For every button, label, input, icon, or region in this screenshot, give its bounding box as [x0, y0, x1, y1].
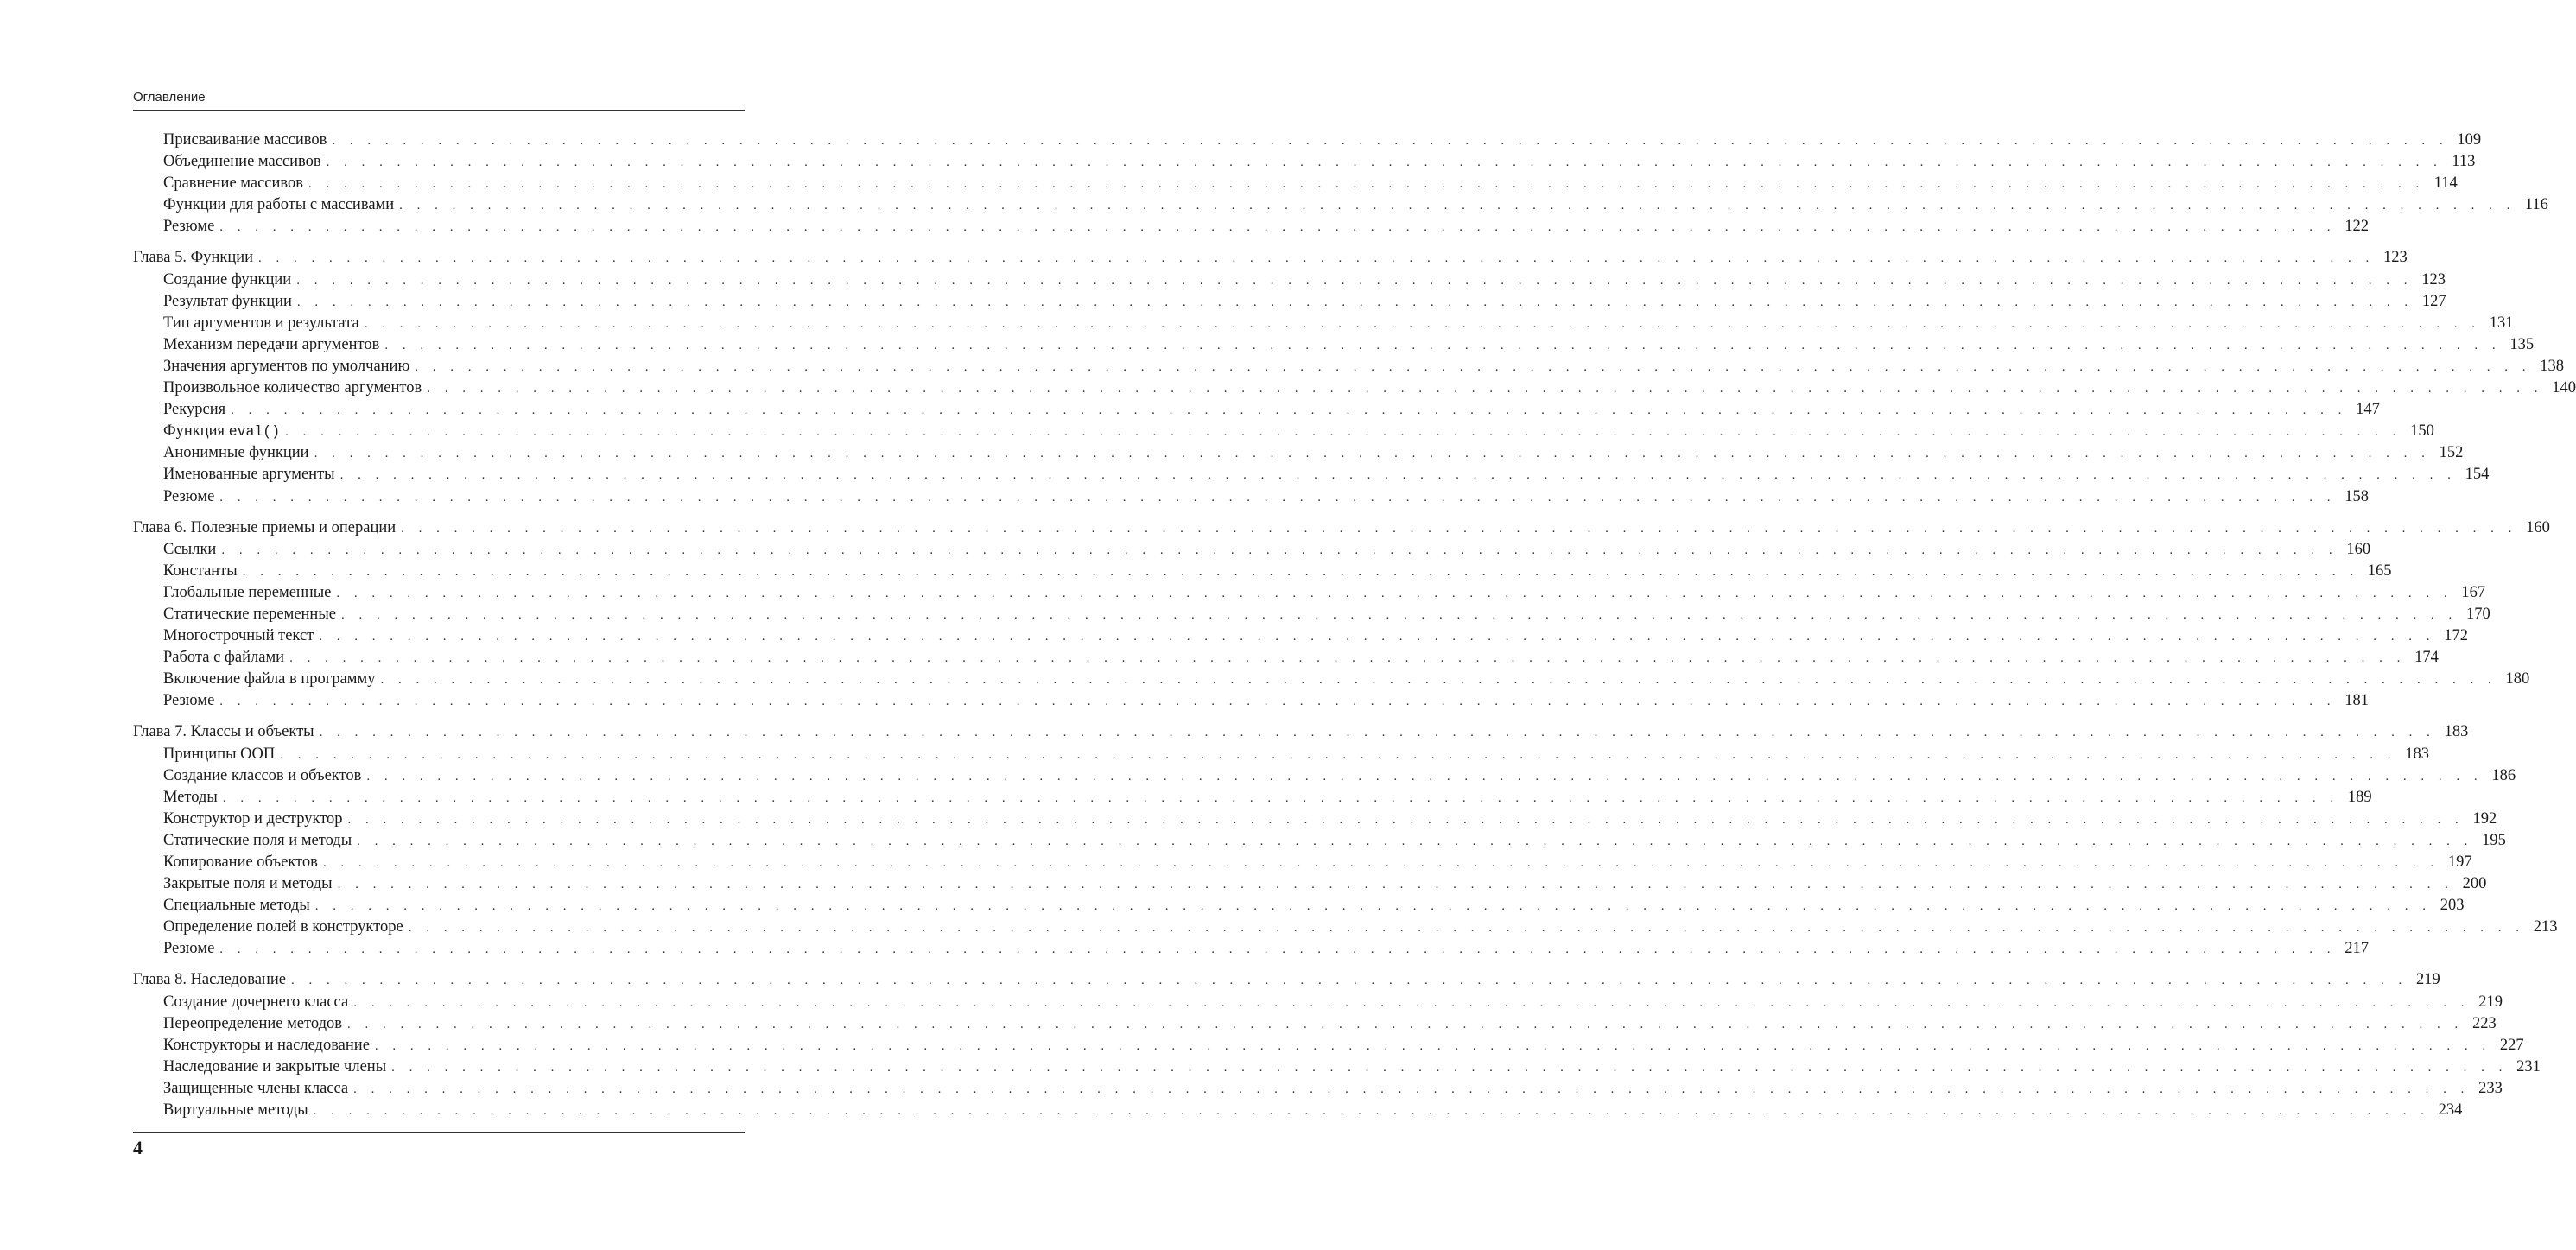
toc-entry[interactable] — [133, 442, 2464, 464]
toc-page-number: 192 — [2472, 809, 2497, 828]
toc-title-text: Методы — [163, 788, 218, 806]
dot-leader: . . . . . . . . . . . . . . . . . . . . . . . . . . . . . . . . . . . . . . . . . . . . . . . . . . . . . . . . . . . . . . . . . . . . . . . . . . . . . . . . . . . . . . . . . . . . . . . . . . . . . . . . . . . . . . . . . . . . . . . . — [353, 1082, 2470, 1096]
toc-entry-title — [163, 938, 214, 960]
toc-page-number: 165 — [2367, 562, 2392, 580]
toc-entry-title — [163, 334, 379, 356]
toc-page-number: 138 — [2540, 357, 2565, 375]
dot-leader: . . . . . . . . . . . . . . . . . . . . . . . . . . . . . . . . . . . . . . . . . . . . . . . . . . . . . . . . . . . . . . . . . . . . . . . . . . . . . . . . . . . . . . . . . . . . . . . . . . . . . . . . . . . . . . . . . . . . . . . . — [258, 251, 2375, 266]
toc-entry[interactable] — [133, 421, 2434, 442]
toc-title-text: Работа с файлами — [163, 649, 285, 667]
toc-page-number: 152 — [2439, 444, 2464, 462]
toc-title-text: Механизм передачи аргументов — [163, 335, 380, 353]
toc-entry-title — [163, 442, 309, 464]
toc-title-text: Значения аргументов по умолчанию — [163, 357, 410, 375]
toc-page-number: 172 — [2444, 627, 2469, 645]
toc-title-text: Именованные аргументы — [163, 466, 335, 484]
toc-title-text: Тип аргументов и результата — [163, 314, 359, 332]
toc-title-text: Резюме — [163, 940, 215, 958]
toc-page-number: 131 — [2489, 314, 2514, 332]
toc-entry-title — [163, 604, 336, 625]
toc-page-number: 160 — [2526, 518, 2550, 536]
toc-entry-title — [163, 399, 225, 421]
toc-entry[interactable] — [133, 561, 2392, 582]
dot-leader: . . . . . . . . . . . . . . . . . . . . . . . . . . . . . . . . . . . . . . . . . . . . . . . . . . . . . . . . . . . . . . . . . . . . . . . . . . . . . . . . . . . . . . . . . . . . . . . . . . . . . . . . . . . . . . . . . . . . . . . . — [332, 134, 2449, 148]
toc-entry[interactable] — [133, 151, 2476, 173]
toc-entry-title — [163, 873, 333, 895]
toc-page-number: 114 — [2433, 174, 2458, 193]
toc-entry[interactable] — [133, 291, 2446, 313]
toc-entry[interactable] — [133, 604, 2490, 625]
toc-entry-title — [163, 582, 331, 604]
toc-entry[interactable] — [133, 378, 2576, 399]
dot-leader: . . . . . . . . . . . . . . . . . . . . . . . . . . . . . . . . . . . . . . . . . . . . . . . . . . . . . . . . . . . . . . . . . . . . . . . . . . . . . . . . . . . . . . . . . . . . . . . . . . . . . . . . . . . . . . . . . . . . . . . . — [415, 359, 2532, 374]
toc-chapter-title — [133, 517, 396, 539]
toc-page-number: 233 — [2478, 1079, 2503, 1097]
dot-leader: . . . . . . . . . . . . . . . . . . . . . . . . . . . . . . . . . . . . . . . . . . . . . . . . . . . . . . . . . . . . . . . . . . . . . . . . . . . . . . . . . . . . . . . . . . . . . . . . . . . . . . . . . . . . . . . . . . . . . . . . — [408, 921, 2525, 936]
toc-section — [133, 130, 2548, 238]
toc-entry-title — [163, 216, 214, 238]
dot-leader: . . . . . . . . . . . . . . . . . . . . . . . . . . . . . . . . . . . . . . . . . . . . . . . . . . . . . . . . . . . . . . . . . . . . . . . . . . . . . . . . . . . . . . . . . . . . . . . . . . . . . . . . . . . . . . . . . . . . . . . . — [401, 521, 2517, 536]
toc-title-text: Виртуальные методы — [163, 1101, 308, 1120]
dot-leader: . . . . . . . . . . . . . . . . . . . . . . . . . . . . . . . . . . . . . . . . . . . . . . . . . . . . . . . . . . . . . . . . . . . . . . . . . . . . . . . . . . . . . . . . . . . . . . . . . . . . . . . . . . . . . . . . . . . . . . . . — [366, 769, 2484, 784]
dot-leader: . . . . . . . . . . . . . . . . . . . . . . . . . . . . . . . . . . . . . . . . . . . . . . . . . . . . . . . . . . . . . . . . . . . . . . . . . . . . . . . . . . . . . . . . . . . . . . . . . . . . . . . . . . . . . . . . . . . . . . . . — [399, 199, 2516, 213]
toc-page-number: 135 — [2509, 335, 2535, 353]
dot-leader: . . . . . . . . . . . . . . . . . . . . . . . . . . . . . . . . . . . . . . . . . . . . . . . . . . . . . . . . . . . . . . . . . . . . . . . . . . . . . . . . . . . . . . . . . . . . . . . . . . . . . . . . . . . . . . . . . . . . . . . . — [231, 403, 2347, 418]
dot-leader: . . . . . . . . . . . . . . . . . . . . . . . . . . . . . . . . . . . . . . . . . . . . . . . . . . . . . . . . . . . . . . . . . . . . . . . . . . . . . . . . . . . . . . . . . . . . . . . . . . . . . . . . . . . . . . . . . . . . . . . . — [347, 812, 2465, 827]
toc-title-text: Копирование объектов — [163, 853, 318, 871]
toc-entry-title — [163, 765, 361, 787]
toc-title-text: Конструктор и деструктор — [163, 809, 343, 828]
dot-leader: . . . . . . . . . . . . . . . . . . . . . . . . . . . . . . . . . . . . . . . . . . . . . . . . . . . . . . . . . . . . . . . . . . . . . . . . . . . . . . . . . . . . . . . . . . . . . . . . . . . . . . . . . . . . . . . . . . . . . . . . — [427, 382, 2543, 397]
header-rule — [133, 110, 745, 111]
dot-leader: . . . . . . . . . . . . . . . . . . . . . . . . . . . . . . . . . . . . . . . . . . . . . . . . . . . . . . . . . . . . . . . . . . . . . . . . . . . . . . . . . . . . . . . . . . . . . . . . . . . . . . . . . . . . . . . . . . . . . . . . — [339, 468, 2457, 483]
toc-entry-title — [163, 917, 403, 938]
toc-chapter-title — [133, 247, 253, 269]
dot-leader: . . . . . . . . . . . . . . . . . . . . . . . . . . . . . . . . . . . . . . . . . . . . . . . . . . . . . . . . . . . . . . . . . . . . . . . . . . . . . . . . . . . . . . . . . . . . . . . . . . . . . . . . . . . . . . . . . . . . . . . . — [391, 1060, 2508, 1075]
toc-entry-title — [163, 1013, 342, 1035]
toc-title-text: Конструкторы и наследование — [163, 1036, 370, 1054]
dot-leader: . . . . . . . . . . . . . . . . . . . . . . . . . . . . . . . . . . . . . . . . . . . . . . . . . . . . . . . . . . . . . . . . . . . . . . . . . . . . . . . . . . . . . . . . . . . . . . . . . . . . . . . . . . . . . . . . . . . . . . . . — [314, 447, 2431, 461]
toc-entry[interactable] — [133, 399, 2380, 421]
toc-title-text: Глава 6. Полезные приемы и операции — [133, 518, 397, 536]
toc-entry-title — [163, 647, 284, 669]
toc-title-text: Создание классов и объектов — [163, 766, 362, 784]
toc-entry-title — [163, 787, 218, 809]
toc-title-text: Определение полей в конструкторе — [163, 918, 403, 936]
page-number: 4 — [133, 1137, 143, 1158]
toc-entry[interactable] — [133, 486, 2370, 508]
toc-title-text: Резюме — [163, 692, 215, 710]
toc-entry-title — [163, 1078, 348, 1100]
toc-entry-title — [163, 1100, 308, 1121]
toc-page-number: 116 — [2524, 196, 2548, 214]
toc-page-number: 154 — [2465, 466, 2490, 484]
toc-title-text: Анонимные функции — [163, 444, 309, 462]
toc-page-number: 140 — [2552, 379, 2576, 397]
toc-title-text: Специальные методы — [163, 897, 310, 915]
toc-entry[interactable] — [133, 809, 2497, 830]
toc-title-text: Защищенные члены класса — [163, 1079, 349, 1097]
toc-entry-title — [163, 690, 214, 712]
toc-entry[interactable] — [133, 895, 2465, 917]
toc-entry-title — [163, 625, 314, 647]
toc-page-number: 223 — [2471, 1014, 2497, 1032]
toc-title-text: Результат функции — [163, 292, 292, 310]
toc-entry-title — [163, 173, 303, 194]
toc-title-text: Константы — [163, 562, 238, 580]
toc-entry[interactable] — [133, 270, 2446, 291]
toc-page-number: 181 — [2344, 692, 2370, 710]
toc-title-text: Произвольное количество аргументов — [163, 379, 422, 397]
toc-entry[interactable] — [133, 356, 2565, 378]
toc-entry-title — [163, 421, 280, 442]
toc-chapter[interactable] — [133, 721, 2469, 743]
toc-page-number: 158 — [2344, 487, 2370, 505]
toc-title-text: Создание функции — [163, 270, 292, 289]
toc-entry[interactable] — [133, 1013, 2497, 1035]
toc-entry[interactable] — [133, 582, 2486, 604]
toc-page-number: 167 — [2461, 583, 2486, 601]
toc-entry-title — [163, 464, 335, 485]
table-of-contents — [133, 130, 2576, 1131]
toc-page-number: 200 — [2462, 875, 2487, 893]
toc-title-text: Функции для работы с массивами — [163, 196, 395, 214]
dot-leader: . . . . . . . . . . . . . . . . . . . . . . . . . . . . . . . . . . . . . . . . . . . . . . . . . . . . . . . . . . . . . . . . . . . . . . . . . . . . . . . . . . . . . . . . . . . . . . . . . . . . . . . . . . . . . . . . . . . . . . . . — [319, 630, 2436, 644]
dot-leader: . . . . . . . . . . . . . . . . . . . . . . . . . . . . . . . . . . . . . . . . . . . . . . . . . . . . . . . . . . . . . . . . . . . . . . . . . . . . . . . . . . . . . . . . . . . . . . . . . . . . . . . . . . . . . . . . . . . . . . . . — [285, 425, 2402, 440]
toc-title-text: Сравнение массивов — [163, 174, 303, 193]
toc-title-text: Включение файла в программу — [163, 670, 376, 688]
toc-title-text: Глава 5. Функции — [133, 249, 254, 267]
toc-chapter-title — [133, 721, 314, 743]
dot-leader: . . . . . . . . . . . . . . . . . . . . . . . . . . . . . . . . . . . . . . . . . . . . . . . . . . . . . . . . . . . . . . . . . . . . . . . . . . . . . . . . . . . . . . . . . . . . . . . . . . . . . . . . . . . . . . . . . . . . . . . . — [374, 1038, 2491, 1053]
dot-leader: . . . . . . . . . . . . . . . . . . . . . . . . . . . . . . . . . . . . . . . . . . . . . . . . . . . . . . . . . . . . . . . . . . . . . . . . . . . . . . . . . . . . . . . . . . . . . . . . . . . . . . . . . . . . . . . . . . . . . . . . — [353, 995, 2470, 1010]
toc-entry[interactable] — [133, 690, 2370, 712]
toc-entry[interactable] — [133, 130, 2482, 151]
toc-title-text: Резюме — [163, 487, 215, 505]
toc-entry-title — [163, 291, 292, 313]
dot-leader: . . . . . . . . . . . . . . . . . . . . . . . . . . . . . . . . . . . . . . . . . . . . . . . . . . . . . . . . . . . . . . . . . . . . . . . . . . . . . . . . . . . . . . . . . . . . . . . . . . . . . . . . . . . . . . . . . . . . . . . . — [364, 316, 2481, 331]
toc-entry[interactable] — [133, 787, 2372, 809]
toc-page-number: 123 — [2383, 249, 2408, 267]
toc-page-number: 231 — [2516, 1057, 2541, 1076]
dot-leader: . . . . . . . . . . . . . . . . . . . . . . . . . . . . . . . . . . . . . . . . . . . . . . . . . . . . . . . . . . . . . . . . . . . . . . . . . . . . . . . . . . . . . . . . . . . . . . . . . . . . . . . . . . . . . . . . . . . . . . . . — [222, 790, 2339, 805]
toc-page-number: 195 — [2482, 831, 2506, 849]
toc-title-text: Присваивание массивов — [163, 131, 327, 149]
toc-entry[interactable] — [133, 173, 2458, 194]
toc-chapter[interactable] — [133, 517, 2550, 539]
toc-page-number: 147 — [2356, 401, 2380, 419]
toc-section — [133, 517, 2550, 713]
dot-leader: . . . . . . . . . . . . . . . . . . . . . . . . . . . . . . . . . . . . . . . . . . . . . . . . . . . . . . . . . . . . . . . . . . . . . . . . . . . . . . . . . . . . . . . . . . . . . . . . . . . . . . . . . . . . . . . . . . . . . . . . — [336, 586, 2453, 600]
toc-title-text: Переопределение методов — [163, 1014, 342, 1032]
toc-entry-title — [163, 151, 321, 173]
toc-entry-title — [163, 313, 359, 334]
toc-title-text: Закрытые поля и методы — [163, 875, 333, 893]
dot-leader: . . . . . . . . . . . . . . . . . . . . . . . . . . . . . . . . . . . . . . . . . . . . . . . . . . . . . . . . . . . . . . . . . . . . . . . . . . . . . . . . . . . . . . . . . . . . . . . . . . . . . . . . . . . . . . . . . . . . . . . . — [296, 273, 2413, 288]
toc-entry-title — [163, 1056, 386, 1078]
toc-entry[interactable] — [133, 917, 2558, 938]
toc-section — [133, 247, 2576, 507]
toc-page-number: 189 — [2347, 788, 2372, 806]
footer-rule — [133, 1132, 745, 1133]
toc-section — [133, 721, 2558, 960]
dot-leader: . . . . . . . . . . . . . . . . . . . . . . . . . . . . . . . . . . . . . . . . . . . . . . . . . . . . . . . . . . . . . . . . . . . . . . . . . . . . . . . . . . . . . . . . . . . . . . . . . . . . . . . . . . . . . . . . . . . . . . . . — [314, 899, 2432, 914]
toc-entry[interactable] — [133, 334, 2535, 356]
toc-entry-title — [163, 194, 394, 216]
dot-leader: . . . . . . . . . . . . . . . . . . . . . . . . . . . . . . . . . . . . . . . . . . . . . . . . . . . . . . . . . . . . . . . . . . . . . . . . . . . . . . . . . . . . . . . . . . . . . . . . . . . . . . . . . . . . . . . . . . . . . . . . — [322, 856, 2440, 870]
toc-page-number: 109 — [2457, 131, 2482, 149]
toc-page-number: 183 — [2444, 723, 2469, 741]
dot-leader: . . . . . . . . . . . . . . . . . . . . . . . . . . . . . . . . . . . . . . . . . . . . . . . . . . . . . . . . . . . . . . . . . . . . . . . . . . . . . . . . . . . . . . . . . . . . . . . . . . . . . . . . . . . . . . . . . . . . . . . . — [219, 695, 2337, 709]
toc-title-text: Глобальные переменные — [163, 583, 332, 601]
toc-page-number: 174 — [2414, 649, 2439, 667]
toc-entry[interactable] — [133, 852, 2472, 873]
toc-entry[interactable] — [133, 539, 2371, 561]
dot-leader: . . . . . . . . . . . . . . . . . . . . . . . . . . . . . . . . . . . . . . . . . . . . . . . . . . . . . . . . . . . . . . . . . . . . . . . . . . . . . . . . . . . . . . . . . . . . . . . . . . . . . . . . . . . . . . . . . . . . . . . . — [242, 564, 2359, 579]
toc-title-text: Принципы ООП — [163, 745, 276, 763]
toc-title-text: Статические переменные — [163, 605, 336, 623]
toc-chapter-title — [133, 969, 286, 991]
toc-page-number: 150 — [2410, 422, 2434, 441]
toc-entry[interactable] — [133, 625, 2469, 647]
toc-title-text: Создание дочернего класса — [163, 993, 349, 1011]
dot-leader: . . . . . . . . . . . . . . . . . . . . . . . . . . . . . . . . . . . . . . . . . . . . . . . . . . . . . . . . . . . . . . . . . . . . . . . . . . . . . . . . . . . . . . . . . . . . . . . . . . . . . . . . . . . . . . . . . . . . . . . . — [357, 834, 2473, 848]
toc-page-number: 113 — [2452, 153, 2476, 171]
toc-entry[interactable] — [133, 873, 2487, 895]
toc-page-number: 186 — [2491, 766, 2516, 784]
dot-leader: . . . . . . . . . . . . . . . . . . . . . . . . . . . . . . . . . . . . . . . . . . . . . . . . . . . . . . . . . . . . . . . . . . . . . . . . . . . . . . . . . . . . . . . . . . . . . . . . . . . . . . . . . . . . . . . . . . . . . . . . — [313, 1104, 2430, 1119]
toc-entry-title — [163, 895, 310, 917]
toc-chapter[interactable] — [133, 247, 2408, 269]
toc-entry-title — [163, 852, 318, 873]
toc-title-text: Глава 8. Наследование — [133, 971, 286, 989]
toc-entry[interactable] — [133, 647, 2439, 669]
dot-leader: . . . . . . . . . . . . . . . . . . . . . . . . . . . . . . . . . . . . . . . . . . . . . . . . . . . . . . . . . . . . . . . . . . . . . . . . . . . . . . . . . . . . . . . . . . . . . . . . . . . . . . . . . . . . . . . . . . . . . . . . — [219, 220, 2337, 235]
toc-entry-title — [163, 669, 375, 690]
toc-entry-title — [163, 130, 327, 151]
dot-leader: . . . . . . . . . . . . . . . . . . . . . . . . . . . . . . . . . . . . . . . . . . . . . . . . . . . . . . . . . . . . . . . . . . . . . . . . . . . . . . . . . . . . . . . . . . . . . . . . . . . . . . . . . . . . . . . . . . . . . . . . — [290, 974, 2408, 988]
toc-title-text: Статические поля и методы — [163, 831, 352, 849]
toc-entry-title — [163, 809, 343, 830]
toc-entry-title — [163, 270, 291, 291]
toc-entry-title — [163, 378, 422, 399]
toc-page-number: 213 — [2533, 918, 2558, 936]
dot-leader: . . . . . . . . . . . . . . . . . . . . . . . . . . . . . . . . . . . . . . . . . . . . . . . . . . . . . . . . . . . . . . . . . . . . . . . . . . . . . . . . . . . . . . . . . . . . . . . . . . . . . . . . . . . . . . . . . . . . . . . . — [296, 295, 2414, 309]
dot-leader: . . . . . . . . . . . . . . . . . . . . . . . . . . . . . . . . . . . . . . . . . . . . . . . . . . . . . . . . . . . . . . . . . . . . . . . . . . . . . . . . . . . . . . . . . . . . . . . . . . . . . . . . . . . . . . . . . . . . . . . . — [280, 747, 2396, 762]
toc-entry-title — [163, 539, 216, 561]
toc-entry-title — [163, 561, 238, 582]
dot-leader: . . . . . . . . . . . . . . . . . . . . . . . . . . . . . . . . . . . . . . . . . . . . . . . . . . . . . . . . . . . . . . . . . . . . . . . . . . . . . . . . . . . . . . . . . . . . . . . . . . . . . . . . . . . . . . . . . . . . . . . . — [219, 942, 2337, 957]
toc-page-number: 227 — [2499, 1036, 2524, 1054]
toc-entry[interactable] — [133, 1056, 2541, 1078]
dot-leader: . . . . . . . . . . . . . . . . . . . . . . . . . . . . . . . . . . . . . . . . . . . . . . . . . . . . . . . . . . . . . . . . . . . . . . . . . . . . . . . . . . . . . . . . . . . . . . . . . . . . . . . . . . . . . . . . . . . . . . . . — [326, 155, 2443, 170]
toc-entry[interactable] — [133, 830, 2506, 852]
toc-title-code: eval() — [228, 423, 281, 441]
toc-section — [133, 969, 2541, 1121]
toc-entry-title — [163, 992, 348, 1013]
toc-entry[interactable] — [133, 938, 2370, 960]
toc-entry[interactable] — [133, 669, 2530, 690]
toc-page-number: 127 — [2421, 292, 2446, 310]
dot-leader: . . . . . . . . . . . . . . . . . . . . . . . . . . . . . . . . . . . . . . . . . . . . . . . . . . . . . . . . . . . . . . . . . . . . . . . . . . . . . . . . . . . . . . . . . . . . . . . . . . . . . . . . . . . . . . . . . . . . . . . . — [384, 338, 2502, 352]
toc-page-number: 122 — [2344, 218, 2370, 236]
running-head: Оглавление — [133, 90, 206, 105]
toc-page-number: 203 — [2440, 897, 2465, 915]
dot-leader: . . . . . . . . . . . . . . . . . . . . . . . . . . . . . . . . . . . . . . . . . . . . . . . . . . . . . . . . . . . . . . . . . . . . . . . . . . . . . . . . . . . . . . . . . . . . . . . . . . . . . . . . . . . . . . . . . . . . . . . . — [289, 651, 2406, 666]
toc-entry[interactable] — [133, 313, 2514, 334]
toc-title-text: Глава 7. Классы и объекты — [133, 723, 314, 741]
toc-page-number: 170 — [2465, 605, 2490, 623]
toc-page-number: 123 — [2421, 270, 2446, 289]
toc-entry[interactable] — [133, 1100, 2463, 1121]
toc-page-number: 197 — [2447, 853, 2472, 871]
toc-page-number: 183 — [2405, 745, 2429, 763]
toc-entry-title — [163, 744, 275, 765]
toc-chapter[interactable] — [133, 969, 2440, 991]
toc-entry-title — [163, 486, 214, 508]
toc-entry[interactable] — [133, 992, 2503, 1013]
toc-title-text: Функция — [163, 422, 229, 441]
toc-page-number: 180 — [2505, 670, 2530, 688]
toc-title-text: Наследование и закрытые члены — [163, 1057, 387, 1076]
dot-leader: . . . . . . . . . . . . . . . . . . . . . . . . . . . . . . . . . . . . . . . . . . . . . . . . . . . . . . . . . . . . . . . . . . . . . . . . . . . . . . . . . . . . . . . . . . . . . . . . . . . . . . . . . . . . . . . . . . . . . . . . — [221, 543, 2338, 557]
toc-entry[interactable] — [133, 1035, 2524, 1056]
toc-entry[interactable] — [133, 1078, 2503, 1100]
toc-page-number: 234 — [2438, 1101, 2463, 1120]
dot-leader: . . . . . . . . . . . . . . . . . . . . . . . . . . . . . . . . . . . . . . . . . . . . . . . . . . . . . . . . . . . . . . . . . . . . . . . . . . . . . . . . . . . . . . . . . . . . . . . . . . . . . . . . . . . . . . . . . . . . . . . . — [380, 673, 2497, 688]
toc-page-number: 217 — [2344, 940, 2370, 958]
toc-page-number: 160 — [2346, 540, 2371, 558]
toc-entry[interactable] — [133, 744, 2429, 765]
toc-entry[interactable] — [133, 216, 2370, 238]
toc-entry[interactable] — [133, 765, 2516, 787]
dot-leader: . . . . . . . . . . . . . . . . . . . . . . . . . . . . . . . . . . . . . . . . . . . . . . . . . . . . . . . . . . . . . . . . . . . . . . . . . . . . . . . . . . . . . . . . . . . . . . . . . . . . . . . . . . . . . . . . . . . . . . . . — [319, 726, 2436, 740]
toc-page-number: 219 — [2478, 993, 2503, 1011]
toc-entry[interactable] — [133, 464, 2490, 485]
toc-entry-title — [163, 830, 352, 852]
toc-entry-title — [163, 1035, 370, 1056]
dot-leader: . . . . . . . . . . . . . . . . . . . . . . . . . . . . . . . . . . . . . . . . . . . . . . . . . . . . . . . . . . . . . . . . . . . . . . . . . . . . . . . . . . . . . . . . . . . . . . . . . . . . . . . . . . . . . . . . . . . . . . . . — [308, 177, 2425, 192]
toc-entry[interactable] — [133, 194, 2548, 216]
toc-entry-title — [163, 356, 409, 378]
dot-leader: . . . . . . . . . . . . . . . . . . . . . . . . . . . . . . . . . . . . . . . . . . . . . . . . . . . . . . . . . . . . . . . . . . . . . . . . . . . . . . . . . . . . . . . . . . . . . . . . . . . . . . . . . . . . . . . . . . . . . . . . — [337, 878, 2454, 892]
dot-leader: . . . . . . . . . . . . . . . . . . . . . . . . . . . . . . . . . . . . . . . . . . . . . . . . . . . . . . . . . . . . . . . . . . . . . . . . . . . . . . . . . . . . . . . . . . . . . . . . . . . . . . . . . . . . . . . . . . . . . . . . — [346, 1017, 2464, 1031]
toc-page-number: 219 — [2415, 971, 2440, 989]
dot-leader: . . . . . . . . . . . . . . . . . . . . . . . . . . . . . . . . . . . . . . . . . . . . . . . . . . . . . . . . . . . . . . . . . . . . . . . . . . . . . . . . . . . . . . . . . . . . . . . . . . . . . . . . . . . . . . . . . . . . . . . . — [340, 607, 2458, 622]
toc-title-text: Рекурсия — [163, 401, 226, 419]
toc-title-text: Многострочный текст — [163, 627, 314, 645]
toc-title-text: Резюме — [163, 218, 215, 236]
toc-title-text: Ссылки — [163, 540, 217, 558]
dot-leader: . . . . . . . . . . . . . . . . . . . . . . . . . . . . . . . . . . . . . . . . . . . . . . . . . . . . . . . . . . . . . . . . . . . . . . . . . . . . . . . . . . . . . . . . . . . . . . . . . . . . . . . . . . . . . . . . . . . . . . . . — [219, 490, 2337, 504]
toc-title-text: Объединение массивов — [163, 153, 321, 171]
